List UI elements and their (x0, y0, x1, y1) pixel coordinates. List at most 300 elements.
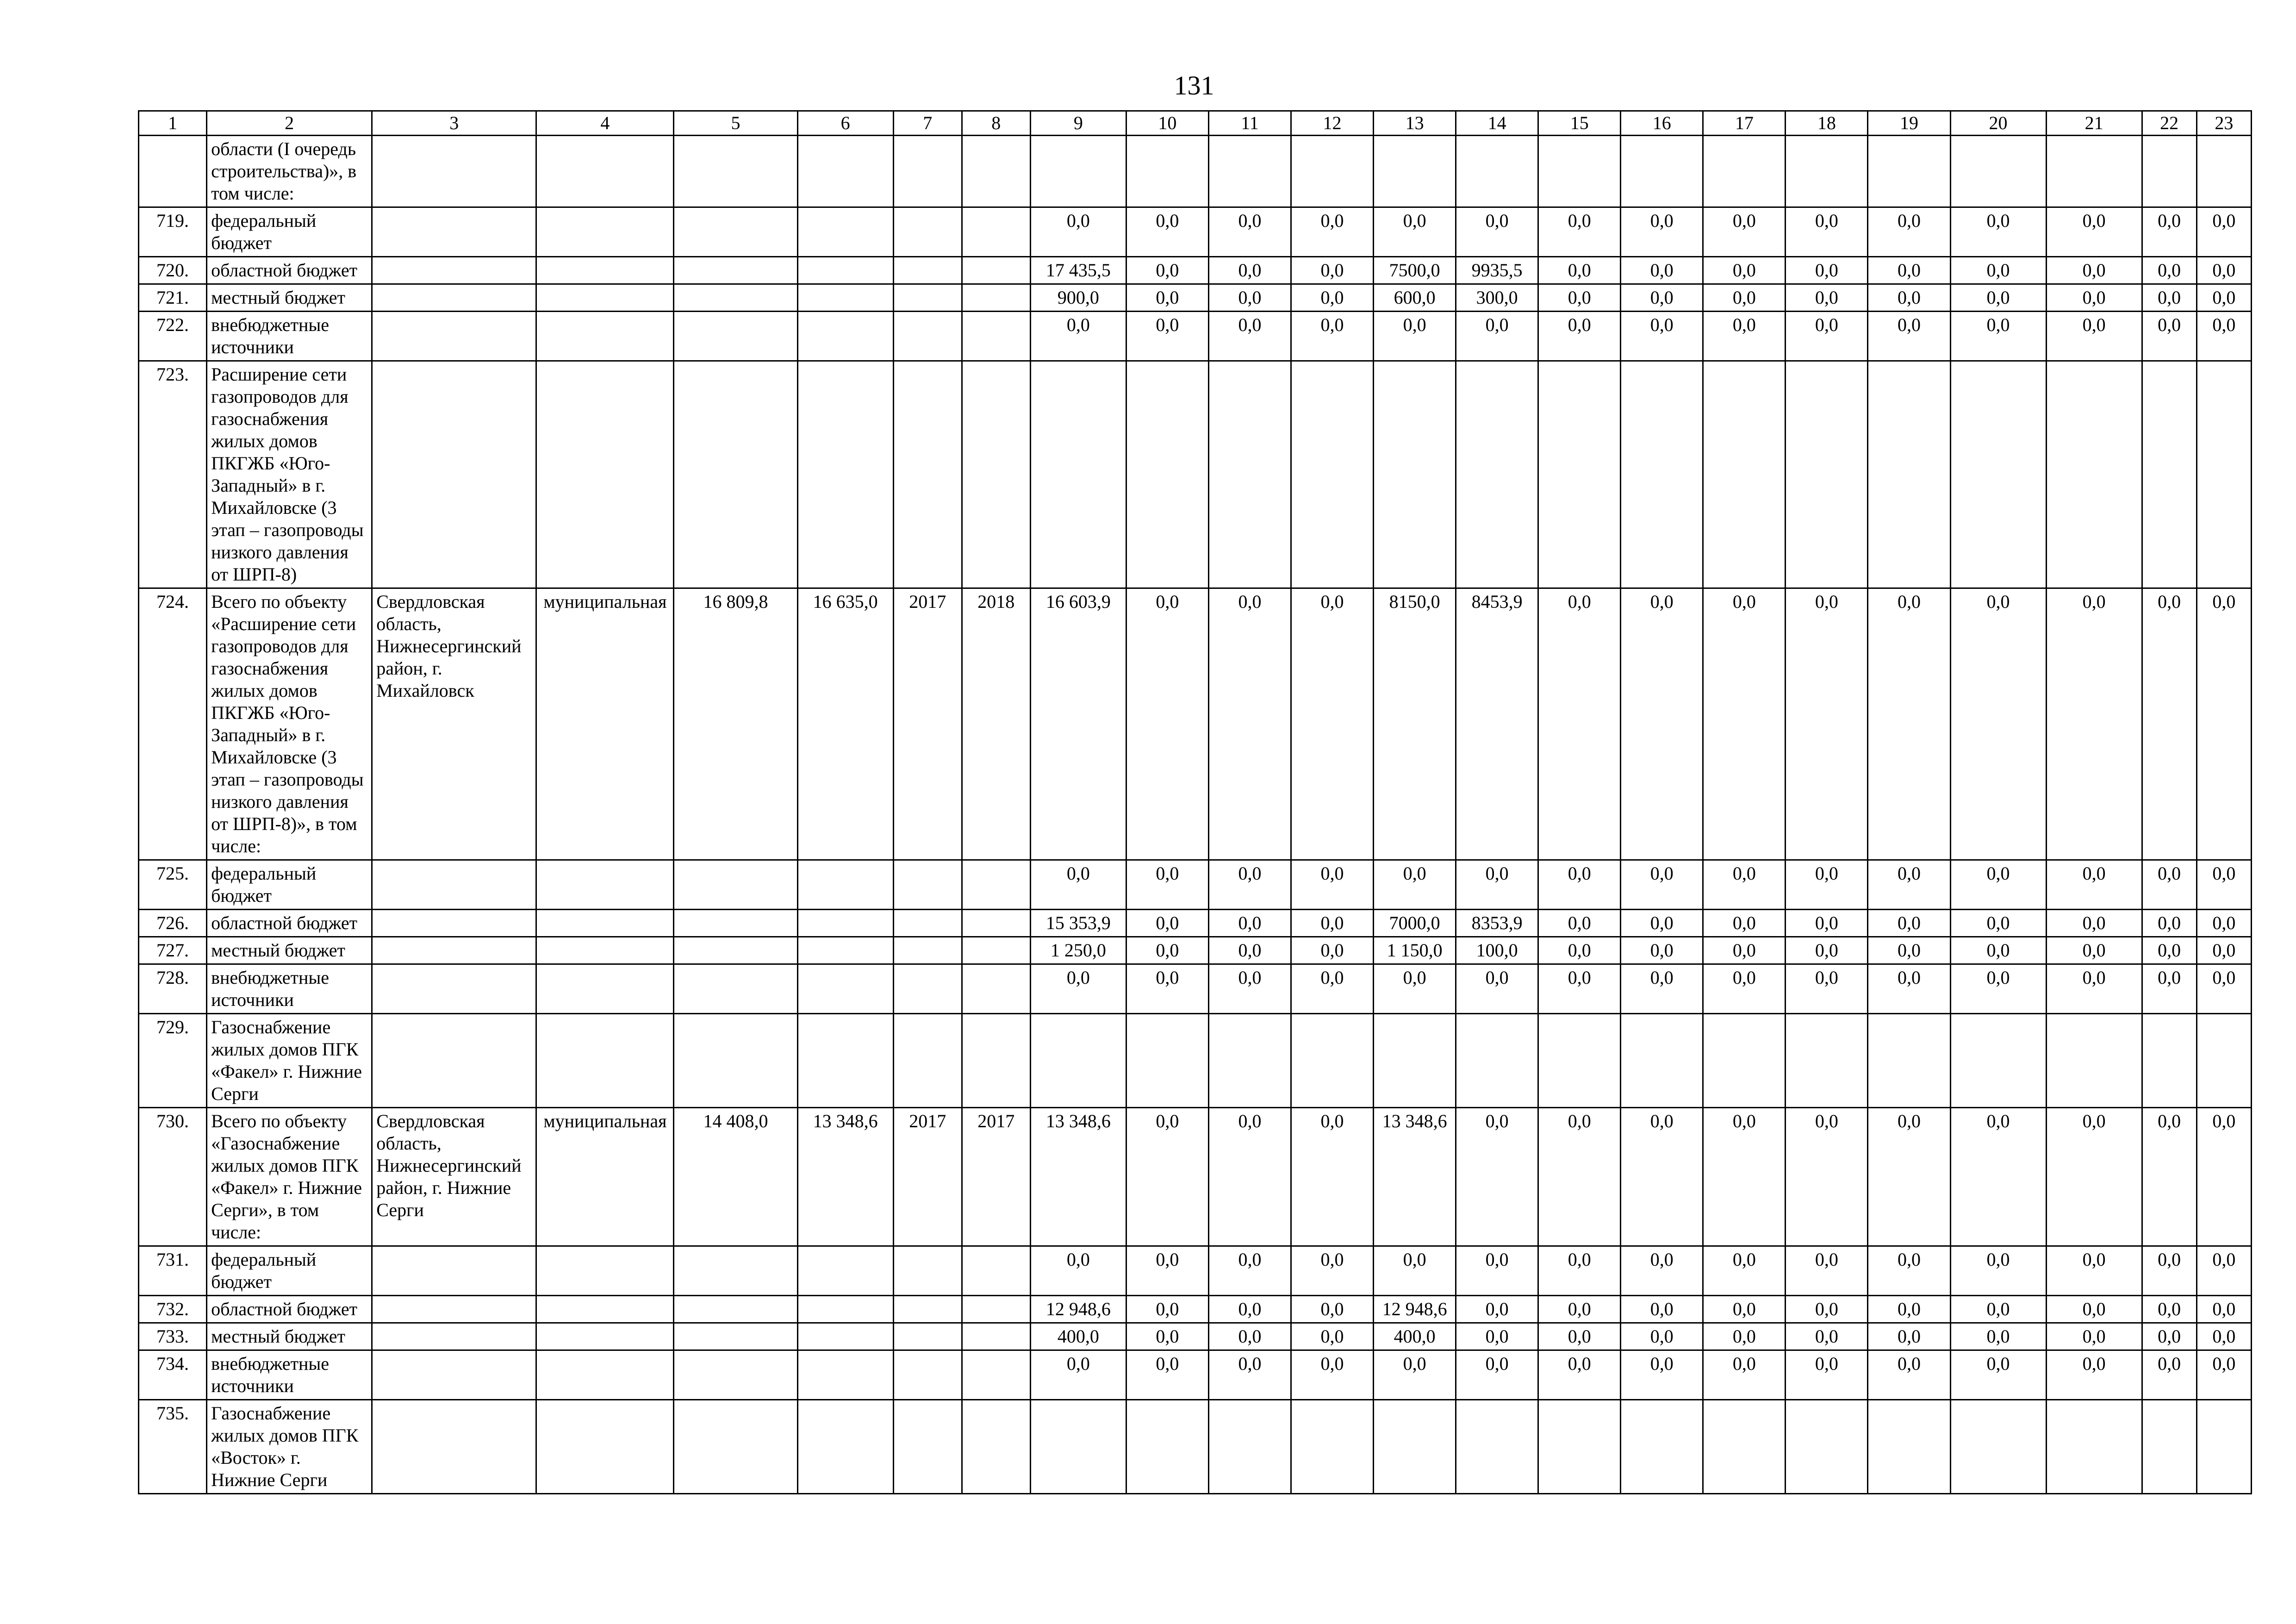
column-header-6: 6 (797, 111, 893, 136)
table-cell (1786, 1014, 1868, 1108)
table-cell: 13 348,6 (1374, 1108, 1456, 1246)
table-cell: 0,0 (2046, 1108, 2142, 1246)
column-header-1: 1 (139, 111, 207, 136)
table-cell: 0,0 (1703, 207, 1786, 257)
table-cell (1868, 361, 1950, 588)
table-cell (536, 312, 674, 361)
table-cell: 0,0 (1703, 588, 1786, 860)
table-cell: 0,0 (1374, 964, 1456, 1014)
table-cell: 0,0 (1291, 312, 1374, 361)
table-cell: 0,0 (1126, 937, 1208, 964)
table-cell: 0,0 (1950, 964, 2046, 1014)
table-cell: 0,0 (1786, 312, 1868, 361)
table-cell: 0,0 (1126, 284, 1208, 312)
table-cell: 0,0 (1868, 207, 1950, 257)
table-cell (893, 1400, 962, 1494)
table-cell: 0,0 (1456, 207, 1538, 257)
table-cell: 0,0 (1621, 257, 1703, 284)
table-cell: 14 408,0 (674, 1108, 797, 1246)
table-cell (1868, 1014, 1950, 1108)
table-cell: 0,0 (2046, 910, 2142, 937)
table-cell: 0,0 (1868, 1323, 1950, 1350)
table-cell (1374, 361, 1456, 588)
table-cell (797, 1296, 893, 1323)
table-cell: 0,0 (1538, 1108, 1621, 1246)
table-cell (372, 312, 536, 361)
table-cell (1374, 1014, 1456, 1108)
table-cell (536, 257, 674, 284)
table-cell (674, 860, 797, 910)
table-cell: 0,0 (1456, 1323, 1538, 1350)
table-cell (797, 284, 893, 312)
table-cell: Свердловская область, Нижнесергинский район, г. Михайловск (372, 588, 536, 860)
table-cell: 0,0 (2046, 937, 2142, 964)
table-cell: 2017 (893, 1108, 962, 1246)
table-cell: 0,0 (2142, 860, 2196, 910)
table-cell: 0,0 (1030, 207, 1126, 257)
column-header-12: 12 (1291, 111, 1374, 136)
table-cell (1703, 136, 1786, 207)
table-row (139, 910, 2252, 937)
table-cell: 8150,0 (1374, 588, 1456, 860)
table-cell: 0,0 (2196, 257, 2251, 284)
table-cell (2142, 361, 2196, 588)
table-cell (1126, 1014, 1208, 1108)
table-cell: 0,0 (1786, 207, 1868, 257)
table-cell (1456, 1014, 1538, 1108)
table-cell: 900,0 (1030, 284, 1126, 312)
row-name-cell: местный бюджет (207, 284, 372, 312)
table-cell (2046, 361, 2142, 588)
table-cell: 0,0 (2142, 207, 2196, 257)
table-cell: 12 948,6 (1030, 1296, 1126, 1323)
table-cell: 0,0 (1950, 1108, 2046, 1246)
column-header-18: 18 (1786, 111, 1868, 136)
table-cell: 0,0 (1703, 937, 1786, 964)
table-cell (797, 136, 893, 207)
table-cell (893, 136, 962, 207)
table-cell: 2017 (893, 588, 962, 860)
table-cell (893, 1350, 962, 1400)
table-cell: 0,0 (2046, 964, 2142, 1014)
column-header-13: 13 (1374, 111, 1456, 136)
table-cell: 0,0 (1703, 312, 1786, 361)
table-cell: 0,0 (1621, 1108, 1703, 1246)
table-cell (1538, 361, 1621, 588)
row-number-cell: 719. (139, 207, 207, 257)
table-cell: 0,0 (1374, 312, 1456, 361)
table-cell: 0,0 (1030, 1350, 1126, 1400)
column-header-7: 7 (893, 111, 962, 136)
table-cell: 0,0 (1621, 1350, 1703, 1400)
column-header-20: 20 (1950, 111, 2046, 136)
table-cell (962, 1350, 1030, 1400)
table-cell (797, 1400, 893, 1494)
table-cell (893, 207, 962, 257)
table-cell (797, 207, 893, 257)
table-cell: 0,0 (1208, 910, 1291, 937)
row-name-cell: внебюджетные источники (207, 312, 372, 361)
table-cell (372, 1296, 536, 1323)
table-cell: 0,0 (1621, 964, 1703, 1014)
table-cell (2142, 1014, 2196, 1108)
table-cell: 0,0 (2196, 860, 2251, 910)
table-cell: 0,0 (1126, 1246, 1208, 1296)
column-header-21: 21 (2046, 111, 2142, 136)
table-cell: 0,0 (2046, 257, 2142, 284)
table-cell (674, 1246, 797, 1296)
table-cell (372, 1014, 536, 1108)
table-cell: 0,0 (1126, 312, 1208, 361)
table-cell: 0,0 (1208, 284, 1291, 312)
table-cell (1786, 1400, 1868, 1494)
table-cell: 0,0 (1374, 860, 1456, 910)
table-cell (962, 910, 1030, 937)
table-cell: 0,0 (2046, 312, 2142, 361)
table-cell (1621, 136, 1703, 207)
table-row (139, 1323, 2252, 1350)
table-cell (536, 937, 674, 964)
table-cell (674, 1323, 797, 1350)
table-cell: 0,0 (1786, 1350, 1868, 1400)
column-header-23: 23 (2196, 111, 2251, 136)
table-cell (536, 361, 674, 588)
table-cell: 0,0 (1291, 910, 1374, 937)
table-cell: 0,0 (1126, 257, 1208, 284)
column-header-2: 2 (207, 111, 372, 136)
table-cell: 0,0 (1126, 964, 1208, 1014)
table-cell: 0,0 (1291, 860, 1374, 910)
row-name-cell: области (I очередь строительства)», в том числе: (207, 136, 372, 207)
table-cell (1538, 1014, 1621, 1108)
table-cell (1291, 1014, 1374, 1108)
table-cell: 0,0 (2046, 860, 2142, 910)
table-row (139, 1296, 2252, 1323)
table-cell: 0,0 (1126, 588, 1208, 860)
table-cell (372, 257, 536, 284)
page-number: 131 (1174, 70, 1214, 100)
table-cell (1030, 1014, 1126, 1108)
table-cell (1868, 136, 1950, 207)
table-cell: 0,0 (1703, 257, 1786, 284)
header-row (139, 111, 2252, 136)
table-cell (536, 207, 674, 257)
row-name-cell: местный бюджет (207, 937, 372, 964)
table-cell (893, 284, 962, 312)
table-cell: 0,0 (1208, 1296, 1291, 1323)
table-cell: 0,0 (2046, 207, 2142, 257)
table-cell: 0,0 (1703, 284, 1786, 312)
table-cell: Свердловская область, Нижнесергинский район, г. Нижние Серги (372, 1108, 536, 1246)
table-cell (372, 207, 536, 257)
table-cell: 0,0 (1456, 1296, 1538, 1323)
column-header-3: 3 (372, 111, 536, 136)
table-cell: 0,0 (1538, 1246, 1621, 1296)
table-cell (1291, 361, 1374, 588)
table-cell: 0,0 (2046, 1323, 2142, 1350)
table-cell (372, 284, 536, 312)
table-cell: 0,0 (1291, 1323, 1374, 1350)
table-cell: 9935,5 (1456, 257, 1538, 284)
table-cell: 0,0 (1374, 1246, 1456, 1296)
budget-table (138, 110, 2252, 1494)
table-cell (893, 937, 962, 964)
table-body (139, 136, 2252, 1494)
table-cell (674, 1350, 797, 1400)
table-cell: 0,0 (1208, 1350, 1291, 1400)
table-row (139, 257, 2252, 284)
table-row (139, 361, 2252, 588)
table-cell: 0,0 (2046, 1350, 2142, 1400)
table-cell: 0,0 (1868, 1246, 1950, 1296)
table-cell: 7500,0 (1374, 257, 1456, 284)
table-row (139, 1246, 2252, 1296)
table-cell: 0,0 (1950, 1246, 2046, 1296)
table-cell: 0,0 (2046, 588, 2142, 860)
table-cell (797, 1323, 893, 1350)
table-row (139, 860, 2252, 910)
table-cell: 0,0 (2196, 207, 2251, 257)
column-header-17: 17 (1703, 111, 1786, 136)
table-cell: 0,0 (1291, 1108, 1374, 1246)
table-row (139, 1400, 2252, 1494)
table-cell (674, 361, 797, 588)
table-cell (797, 1350, 893, 1400)
table-cell: 17 435,5 (1030, 257, 1126, 284)
table-cell: 0,0 (1786, 1323, 1868, 1350)
table-cell (1868, 1400, 1950, 1494)
table-cell (1621, 1014, 1703, 1108)
table-cell: 0,0 (1538, 284, 1621, 312)
table-cell (1538, 136, 1621, 207)
column-header-5: 5 (674, 111, 797, 136)
table-cell: 0,0 (1291, 207, 1374, 257)
row-name-cell: федеральный бюджет (207, 207, 372, 257)
table-cell: 0,0 (1291, 588, 1374, 860)
table-cell: 0,0 (1950, 1350, 2046, 1400)
column-header-15: 15 (1538, 111, 1621, 136)
table-cell: 600,0 (1374, 284, 1456, 312)
table-cell (2196, 1014, 2251, 1108)
table-cell: 13 348,6 (797, 1108, 893, 1246)
table-cell: 0,0 (2196, 312, 2251, 361)
table-cell (893, 1014, 962, 1108)
table-cell: 0,0 (1126, 207, 1208, 257)
table-cell (536, 1400, 674, 1494)
table-cell: 0,0 (2196, 1296, 2251, 1323)
table-cell: 0,0 (1208, 964, 1291, 1014)
row-name-cell: местный бюджет (207, 1323, 372, 1350)
table-cell: 0,0 (1538, 860, 1621, 910)
table-cell (962, 284, 1030, 312)
table-cell (674, 1014, 797, 1108)
table-cell: 0,0 (1456, 312, 1538, 361)
table-cell: 0,0 (1703, 910, 1786, 937)
table-cell: 2017 (962, 1108, 1030, 1246)
table-cell: 0,0 (1456, 1350, 1538, 1400)
table-cell: 0,0 (1374, 1350, 1456, 1400)
table-cell: 0,0 (1208, 257, 1291, 284)
table-cell: 0,0 (2142, 284, 2196, 312)
table-cell: 0,0 (1208, 937, 1291, 964)
table-cell: 0,0 (1950, 1296, 2046, 1323)
table-cell: 0,0 (1786, 284, 1868, 312)
table-cell (962, 257, 1030, 284)
table-cell (372, 361, 536, 588)
table-cell (962, 860, 1030, 910)
table-cell (893, 1246, 962, 1296)
table-cell: 0,0 (2142, 910, 2196, 937)
table-cell: 0,0 (1456, 860, 1538, 910)
table-cell: 0,0 (1786, 910, 1868, 937)
table-cell: 0,0 (2142, 1350, 2196, 1400)
row-number-cell: 722. (139, 312, 207, 361)
table-cell: 0,0 (2196, 1108, 2251, 1246)
table-cell (536, 136, 674, 207)
table-cell: 0,0 (1456, 1108, 1538, 1246)
table-cell: 0,0 (1703, 1323, 1786, 1350)
table-cell: муниципальная (536, 1108, 674, 1246)
table-cell: 0,0 (1291, 1350, 1374, 1400)
table-cell (893, 361, 962, 588)
table-cell (674, 1400, 797, 1494)
table-cell: 0,0 (1621, 207, 1703, 257)
row-name-cell: областной бюджет (207, 1296, 372, 1323)
table-cell (797, 937, 893, 964)
table-cell: 0,0 (2142, 1296, 2196, 1323)
table-cell (962, 207, 1030, 257)
column-header-19: 19 (1868, 111, 1950, 136)
table-cell: 0,0 (1786, 1296, 1868, 1323)
table-cell (674, 1296, 797, 1323)
row-number-cell: 723. (139, 361, 207, 588)
table-cell: 0,0 (1374, 207, 1456, 257)
table-cell (2196, 1400, 2251, 1494)
table-cell: 0,0 (1291, 1296, 1374, 1323)
table-cell: 0,0 (1703, 1350, 1786, 1400)
table-cell (1950, 1400, 2046, 1494)
row-name-cell: внебюджетные источники (207, 964, 372, 1014)
table-cell: 0,0 (1538, 257, 1621, 284)
table-cell (797, 1246, 893, 1296)
table-cell: 0,0 (2046, 1296, 2142, 1323)
table-cell: 0,0 (1868, 860, 1950, 910)
table-cell: 0,0 (1291, 1246, 1374, 1296)
table-cell (893, 910, 962, 937)
table-cell: 0,0 (1621, 1296, 1703, 1323)
table-cell: 0,0 (1538, 1323, 1621, 1350)
table-cell (1126, 361, 1208, 588)
table-cell: 13 348,6 (1030, 1108, 1126, 1246)
table-cell: 0,0 (1950, 910, 2046, 937)
table-cell (372, 860, 536, 910)
table-cell: 0,0 (1786, 964, 1868, 1014)
table-cell: 0,0 (1126, 860, 1208, 910)
table-cell (962, 1400, 1030, 1494)
table-cell (536, 1350, 674, 1400)
row-name-cell: Всего по объекту «Расширение сети газопроводов для газоснабжения жилых домов ПКГЖБ «Юго-Западный» в г. Михайловске (3 этап – газопроводы низкого давления от ШРП-8)», в том числе: (207, 588, 372, 860)
table-cell: 16 603,9 (1030, 588, 1126, 860)
table-cell: 1 150,0 (1374, 937, 1456, 964)
table-cell: 0,0 (1538, 588, 1621, 860)
row-name-cell: федеральный бюджет (207, 1246, 372, 1296)
table-cell (1030, 361, 1126, 588)
column-header-8: 8 (962, 111, 1030, 136)
table-cell (962, 361, 1030, 588)
table-cell (962, 312, 1030, 361)
table-cell (536, 1296, 674, 1323)
table-cell (2046, 1014, 2142, 1108)
table-cell: 0,0 (1868, 937, 1950, 964)
table-row (139, 284, 2252, 312)
table-cell (797, 1014, 893, 1108)
table-cell: 0,0 (1291, 937, 1374, 964)
column-header-16: 16 (1621, 111, 1703, 136)
table-cell: 0,0 (1868, 1350, 1950, 1400)
table-cell: 100,0 (1456, 937, 1538, 964)
table-cell: 0,0 (1538, 937, 1621, 964)
table-cell (1950, 1014, 2046, 1108)
column-header-22: 22 (2142, 111, 2196, 136)
table-cell (2196, 361, 2251, 588)
table-cell: 0,0 (1208, 312, 1291, 361)
table-cell (1950, 361, 2046, 588)
table-cell: 0,0 (1538, 964, 1621, 1014)
table-cell: 0,0 (2196, 284, 2251, 312)
table-cell (1456, 136, 1538, 207)
row-name-cell: внебюджетные источники (207, 1350, 372, 1400)
table-cell (536, 1014, 674, 1108)
table-row (139, 207, 2252, 257)
table-cell: 0,0 (1621, 937, 1703, 964)
table-cell: 0,0 (1208, 207, 1291, 257)
table-cell: 8453,9 (1456, 588, 1538, 860)
table-cell: 1 250,0 (1030, 937, 1126, 964)
table-cell: 0,0 (1950, 860, 2046, 910)
table-cell: 0,0 (1950, 207, 2046, 257)
table-cell: 0,0 (1621, 1246, 1703, 1296)
table-cell: 12 948,6 (1374, 1296, 1456, 1323)
table-cell (1456, 1400, 1538, 1494)
table-cell: 0,0 (1030, 1246, 1126, 1296)
table-row (139, 136, 2252, 207)
table-cell: 0,0 (1786, 860, 1868, 910)
table-cell: 0,0 (1621, 312, 1703, 361)
table-row (139, 1014, 2252, 1108)
row-name-cell: Газоснабжение жилых домов ПГК «Факел» г. Нижние Серги (207, 1014, 372, 1108)
row-name-cell: областной бюджет (207, 257, 372, 284)
table-cell: 0,0 (1621, 910, 1703, 937)
table-cell: 0,0 (1950, 284, 2046, 312)
table-cell (797, 964, 893, 1014)
table-cell (962, 1296, 1030, 1323)
table-cell (2046, 136, 2142, 207)
table-cell (674, 257, 797, 284)
table-cell: 0,0 (2196, 964, 2251, 1014)
table-cell (372, 937, 536, 964)
table-cell: 16 809,8 (674, 588, 797, 860)
table-cell (797, 257, 893, 284)
table-cell: 0,0 (1621, 1323, 1703, 1350)
table-cell (674, 964, 797, 1014)
table-cell: 0,0 (1126, 1108, 1208, 1246)
table-cell (674, 284, 797, 312)
table-cell (797, 312, 893, 361)
column-header-10: 10 (1126, 111, 1208, 136)
table-cell: 0,0 (1868, 964, 1950, 1014)
table-cell (1703, 361, 1786, 588)
table-cell (1126, 1400, 1208, 1494)
